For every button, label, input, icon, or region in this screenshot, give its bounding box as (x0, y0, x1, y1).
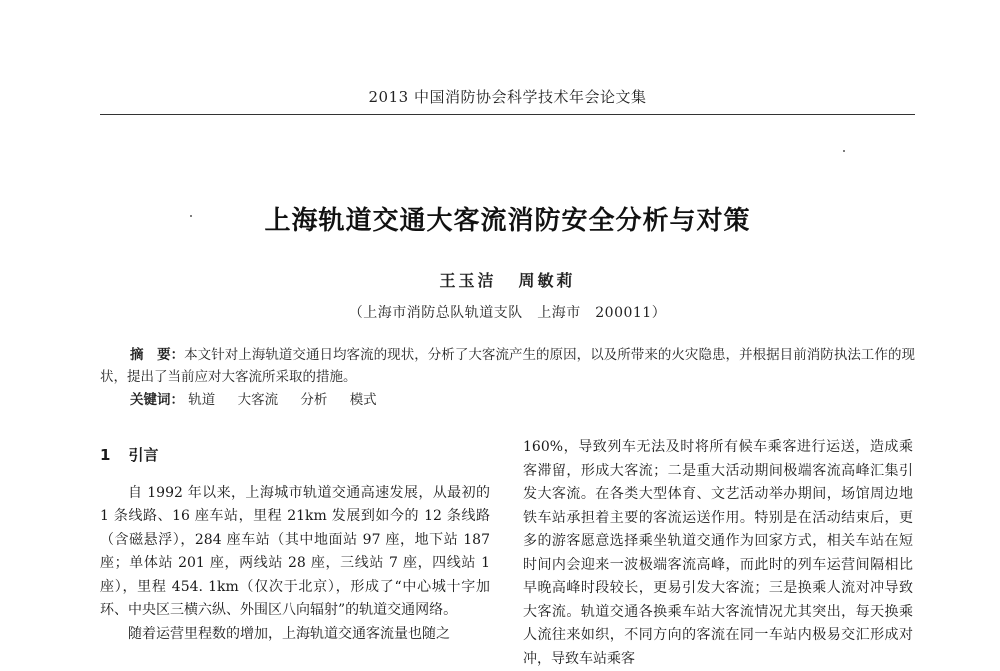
right-column (523, 436, 913, 671)
keywords (130, 388, 395, 408)
body-paragraph: 自 1992 年以来，上海城市轨道交通高速发展，从最初的 1 条线路、16 座车站，里程 21km 发展到如今的 12 条线路（含磁悬浮），284 座车站（其中地面站 97 座，地下站 187 座；单体站 201 座，两线站 28 座，三线站 7 座，四线站 1 座），里程 454. 1km（仅次于北京），形成了“中心城十字加环、中央区三横六纵、外围区八向辐射”的轨道交通网络。 (100, 484, 490, 618)
author-2: 周敏莉 (518, 271, 576, 290)
left-column (100, 436, 490, 646)
author-1: 王玉洁 (439, 271, 497, 290)
keyword: 分析 (300, 392, 328, 408)
authors (100, 268, 915, 291)
keyword: 轨道 (188, 392, 216, 408)
section-number: 1 (100, 446, 111, 464)
section-heading (100, 444, 490, 468)
scan-speck (190, 215, 192, 217)
paper-title: 上海轨道交通大客流消防安全分析与对策 (264, 206, 751, 236)
abstract-label: 摘 要： (130, 347, 185, 363)
abstract (100, 344, 915, 388)
body-paragraph: 160%，导致列车无法及时将所有候车乘客进行运送，造成乘客滞留，形成大客流；二是重大活动期间极端客流高峰汇集引发大客流。在各类大型体育、文艺活动举办期间，场馆周边地铁车站承担着主要的客流运送作用。特别是在活动结束后，更多的游客愿意选择乘坐轨道交通作为回家方式，相关车站在短时间内会迎来一波极端客流高峰，而此时的列车运营间隔相比早晚高峰时段较长，更易引发大客流；三是换乘人流对冲导致大客流。轨道交通各换乘车站大客流情况尤其突出，每天换乘人流往来如织，不同方向的客流在同一车站内极易交汇形成对冲，导致车站乘客 (523, 439, 913, 667)
keyword: 模式 (349, 392, 377, 408)
affiliation: （上海市消防总队轨道支队 上海市 200011） (348, 305, 667, 321)
keywords-label: 关键词： (130, 392, 184, 408)
running-header: 2013 中国消防协会科学技术年会论文集 (368, 88, 647, 106)
header-rule (100, 114, 915, 115)
body-paragraph: 随着运营里程数的增加，上海轨道交通客流量也随之 (128, 625, 450, 642)
section-title: 引言 (128, 446, 159, 464)
keyword: 大客流 (237, 392, 279, 408)
abstract-text: 本文针对上海轨道交通日均客流的现状，分析了大客流产生的原因，以及所带来的火灾隐患，并根据目前消防执法工作的现状，提出了当前应对大客流所采取的措施。 (100, 347, 915, 385)
scan-speck (843, 150, 845, 152)
